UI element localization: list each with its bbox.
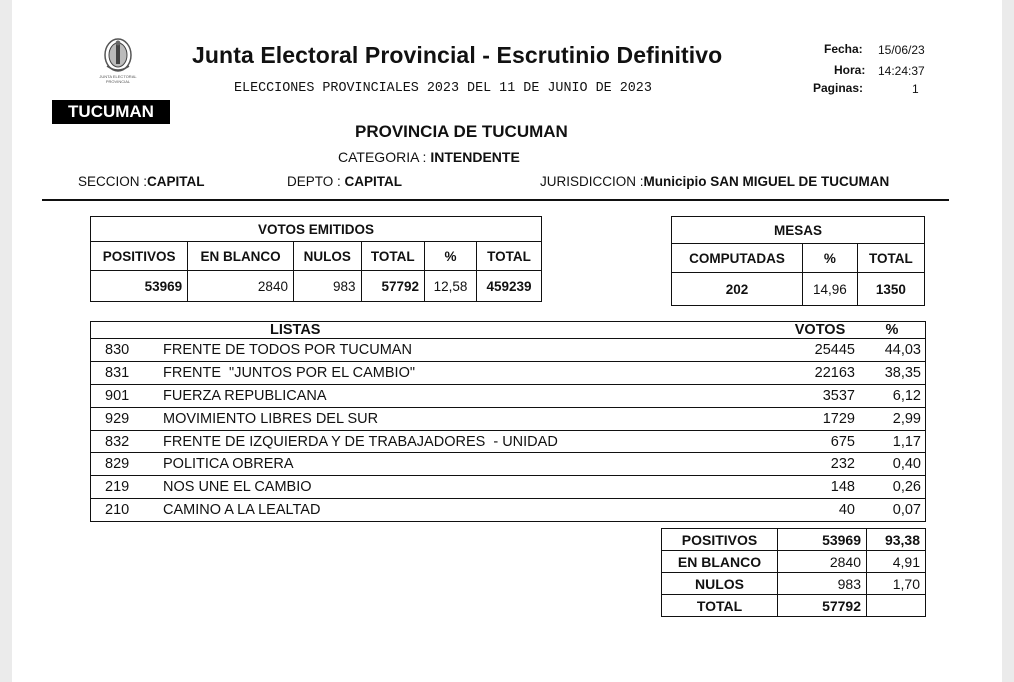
lista-votos: 3537 xyxy=(781,384,859,407)
ve-pct-value: 12,58 xyxy=(425,271,477,302)
mesas-header: COMPUTADAS xyxy=(672,244,803,273)
fecha-label: Fecha: xyxy=(824,42,863,56)
lista-pct: 0,07 xyxy=(859,499,926,522)
mesas-header: TOTAL xyxy=(857,244,924,273)
total-votos: 983 xyxy=(778,573,867,595)
mesas-pct-value: 14,96 xyxy=(802,273,857,306)
lista-code: 831 xyxy=(91,361,160,384)
lista-votos: 148 xyxy=(781,476,859,499)
votos-emitidos-table xyxy=(90,216,542,302)
total-pct: 4,91 xyxy=(867,551,926,573)
lista-votos: 25445 xyxy=(781,339,859,362)
mesas-title: MESAS xyxy=(672,217,925,244)
paginas-label: Paginas: xyxy=(813,81,864,95)
seccion-field xyxy=(78,174,205,189)
ve-nulos-value: 983 xyxy=(293,271,361,302)
lista-votos: 232 xyxy=(781,453,859,476)
votos-header: VOTOS xyxy=(781,322,859,339)
total-pct: 93,38 xyxy=(867,529,926,551)
hora-value: 14:24:37 xyxy=(878,64,925,78)
table-row xyxy=(662,551,926,573)
seal-caption: JUNTA ELECTORAL PROVINCIAL xyxy=(99,74,137,84)
lista-code: 901 xyxy=(91,384,160,407)
lista-code: 829 xyxy=(91,453,160,476)
seccion-value: CAPITAL xyxy=(147,174,205,189)
lista-code: 929 xyxy=(91,407,160,430)
ve-header: TOTAL xyxy=(476,242,541,271)
lista-name: NOS UNE EL CAMBIO xyxy=(159,476,781,499)
ve-header: POSITIVOS xyxy=(91,242,188,271)
lista-pct: 2,99 xyxy=(859,407,926,430)
mesas-header: % xyxy=(802,244,857,273)
categoria-value: INTENDENTE xyxy=(430,149,520,165)
total-votos: 53969 xyxy=(778,529,867,551)
lista-name: FRENTE "JUNTOS POR EL CAMBIO" xyxy=(159,361,781,384)
hora-label: Hora: xyxy=(834,63,866,77)
total-label: NULOS xyxy=(662,573,778,595)
lista-name: POLITICA OBRERA xyxy=(159,453,781,476)
lista-name: FRENTE DE TODOS POR TUCUMAN xyxy=(159,339,781,362)
votos-emitidos-title: VOTOS EMITIDOS xyxy=(91,217,542,242)
ve-header: % xyxy=(425,242,477,271)
mesas-computadas-value: 202 xyxy=(672,273,803,306)
lista-pct: 44,03 xyxy=(859,339,926,362)
lista-name: FRENTE DE IZQUIERDA Y DE TRABAJADORES - UNIDAD xyxy=(159,430,781,453)
page-subtitle: ELECCIONES PROVINCIALES 2023 DEL 11 DE JUNIO DE 2023 xyxy=(234,81,652,96)
categoria-line xyxy=(338,149,520,165)
table-row xyxy=(91,453,926,476)
jurisdiccion-value: Municipio SAN MIGUEL DE TUCUMAN xyxy=(643,174,890,189)
table-row xyxy=(91,361,926,384)
depto-value: CAPITAL xyxy=(344,174,403,189)
jurisdiccion-label: JURISDICCION : xyxy=(540,174,644,189)
lista-pct: 0,26 xyxy=(859,476,926,499)
lista-pct: 0,40 xyxy=(859,453,926,476)
paginas-value: 1 xyxy=(912,82,919,96)
jurisdiccion-field xyxy=(540,174,889,189)
total-pct: 1,70 xyxy=(867,573,926,595)
table-row xyxy=(91,499,926,522)
mesas-total-value: 1350 xyxy=(857,273,924,306)
ve-total-value: 57792 xyxy=(361,271,424,302)
lista-name: FUERZA REPUBLICANA xyxy=(159,384,781,407)
total-pct xyxy=(867,595,926,617)
lista-code: 830 xyxy=(91,339,160,362)
total-label: POSITIVOS xyxy=(662,529,778,551)
listas-header: LISTAS xyxy=(159,322,781,339)
listas-table xyxy=(90,321,926,522)
total-votos: 57792 xyxy=(778,595,867,617)
seccion-label: SECCION : xyxy=(78,174,148,189)
lista-code: 219 xyxy=(91,476,160,499)
lista-code: 832 xyxy=(91,430,160,453)
ve-padron-value: 459239 xyxy=(476,271,541,302)
page-title: Junta Electoral Provincial - Escrutinio Definitivo xyxy=(192,42,723,68)
ve-header: TOTAL xyxy=(361,242,424,271)
lista-votos: 22163 xyxy=(781,361,859,384)
totales-table xyxy=(661,528,926,617)
ve-header: EN BLANCO xyxy=(188,242,294,271)
categoria-label: CATEGORIA : xyxy=(338,149,427,165)
mesas-table xyxy=(671,216,925,306)
lista-pct: 6,12 xyxy=(859,384,926,407)
ve-header: NULOS xyxy=(293,242,361,271)
table-row xyxy=(662,529,926,551)
pct-header: % xyxy=(859,322,926,339)
table-row xyxy=(91,430,926,453)
total-label: EN BLANCO xyxy=(662,551,778,573)
provincia-heading: PROVINCIA DE TUCUMAN xyxy=(355,122,568,141)
total-label: TOTAL xyxy=(662,595,778,617)
table-row xyxy=(91,476,926,499)
lista-name: MOVIMIENTO LIBRES DEL SUR xyxy=(159,407,781,430)
table-row xyxy=(91,407,926,430)
lista-name: CAMINO A LA LEALTAD xyxy=(159,499,781,522)
total-votos: 2840 xyxy=(778,551,867,573)
seal-icon xyxy=(101,36,135,74)
lista-pct: 38,35 xyxy=(859,361,926,384)
lista-pct: 1,17 xyxy=(859,430,926,453)
lista-votos: 40 xyxy=(781,499,859,522)
depto-field xyxy=(287,174,402,189)
report-sheet xyxy=(12,0,1002,682)
divider xyxy=(42,199,949,201)
table-row xyxy=(91,339,926,362)
lista-votos: 1729 xyxy=(781,407,859,430)
table-row xyxy=(662,573,926,595)
table-row xyxy=(662,595,926,617)
province-badge: TUCUMAN xyxy=(52,100,170,124)
ve-blanco-value: 2840 xyxy=(188,271,294,302)
ve-positivos-value: 53969 xyxy=(91,271,188,302)
lista-votos: 675 xyxy=(781,430,859,453)
lista-code: 210 xyxy=(91,499,160,522)
fecha-value: 15/06/23 xyxy=(878,43,925,57)
listas-header-spacer xyxy=(91,322,160,339)
table-row xyxy=(91,384,926,407)
depto-label: DEPTO : xyxy=(287,174,341,189)
seal-logo xyxy=(90,36,146,96)
